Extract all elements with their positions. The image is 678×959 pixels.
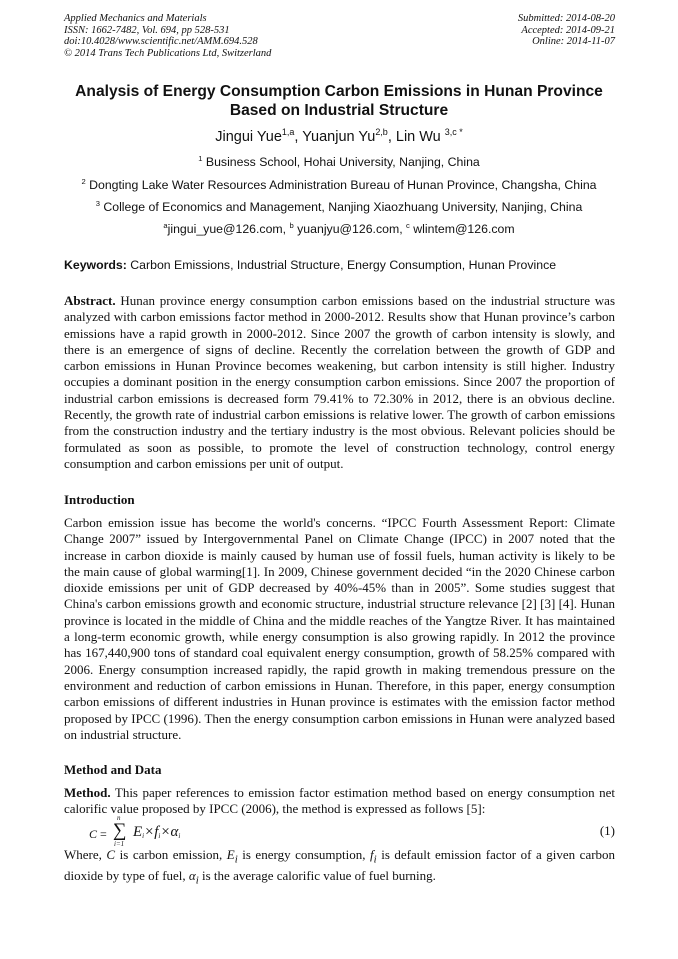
affiliation-text: Dongting Lake Water Resources Administration Bureau of Hunan Province, Changsha, China — [89, 178, 597, 192]
email-mark: b — [289, 221, 294, 231]
affiliation-mark: 1 — [198, 154, 203, 164]
section-heading-method-and-data: Method and Data — [64, 762, 162, 777]
summation-icon: ∑ — [113, 820, 127, 841]
email-list — [0, 222, 678, 237]
equals-sign: = — [100, 827, 107, 841]
journal-doi[interactable]: doi:10.4028/www.scientific.net/AMM.694.528 — [64, 36, 258, 48]
term-e: E — [133, 824, 143, 840]
times-sign: × — [144, 824, 155, 840]
variable-sub: i — [373, 853, 377, 866]
author-affiliation-mark: 3,c * — [444, 127, 463, 138]
affiliation-mark: 3 — [95, 199, 100, 209]
equation-number: (1) — [599, 823, 615, 838]
affiliation-mark: 2 — [81, 177, 86, 187]
online-date: Online: 2014-11-07 — [532, 36, 615, 48]
journal-info — [64, 13, 271, 59]
term-sub: i — [142, 832, 145, 840]
abstract-label: Abstract. — [64, 293, 116, 308]
affiliation-text: College of Economics and Management, Nanjing Xiaozhuang University, Nanjing, China — [103, 200, 583, 214]
sum-upper-limit: n — [117, 814, 121, 822]
introduction-text: Carbon emission issue has become the world's concerns. “IPCC Fourth Assessment Report: Climate Change 2007” issued by Intergovernmental Panel on Climate Change (IPCC) in 2007 noted that the increase in carbon dioxide is mainly caused by human use of fossil fuels, human activity is likely to be the main cause of global warming[1]. In 2009, Chinese government decided “in the 2020 Chinese carbon dioxide emissions per unit of GDP decreased by 40%-45% than in 2005”. Some studies suggest that China's carbon emissions growth and economic structure, industrial structure relevance [2] [3] [4]. Hunan province is located in the middle of China and the middle reaches of the Yangtze River. It has maintained a long-term economic growth, while energy consumption is also growing rapidly. In 2012 the province has 167,440,900 tons of standard coal equivalent energy consumption, growth of 58.25% compared with 2006. Energy consumption increased rapidly, the rapid growth in making tremendous pressure on the environment and reduction of carbon emissions in Hunan. Therefore, in this paper, energy consumption carbon emissions of different industries in Hunan province is estimates with the emission factor method proposed by IPCC (1996). Then the energy consumption carbon emissions in Hunan were analyzed based on industrial structure. — [64, 515, 615, 742]
affiliation-text: Business School, Hohai University, Nanjing, China — [205, 155, 480, 169]
author-list: Jingui Yue$^{1,a}$, Yuanjun Yu$^{2,b}$, Lin Wu $^{3,c *}$ — [215, 127, 463, 145]
variable-e: E — [226, 847, 235, 862]
author-name: Jingui Yue — [215, 129, 282, 145]
journal-issn: ISSN: 1662-7482, Vol. 694, pp 528-531 — [64, 24, 230, 36]
variable-alpha: α — [188, 867, 196, 883]
affiliation-2 — [0, 178, 678, 193]
variable-sub: i — [195, 874, 199, 887]
where-paragraph — [64, 847, 615, 889]
title-line-1: Analysis of Energy Consumption Carbon Emissions in Hunan Province — [75, 83, 603, 100]
equation-lhs: C — [89, 827, 98, 841]
email-address[interactable]: wlintem@126.com — [413, 222, 515, 236]
author-affiliation-mark: 1,a — [281, 127, 295, 138]
email-mark: c — [406, 221, 410, 231]
where-text: is carbon emission, — [119, 847, 223, 862]
author-name: Lin Wu — [395, 129, 441, 145]
email-mark: a — [163, 221, 168, 231]
abstract — [64, 293, 615, 472]
term-sub: i — [178, 832, 181, 840]
where-text: is the average calorific value of fuel burning. — [202, 867, 436, 883]
author-affiliation-mark: 2,b — [375, 127, 388, 138]
section-heading-introduction: Introduction — [64, 492, 135, 507]
keywords — [64, 258, 556, 273]
accepted-date: Accepted: 2014-09-21 — [521, 24, 615, 36]
submitted-date: Submitted: 2014-08-20 — [517, 13, 615, 24]
abstract-text: Hunan province energy consumption carbon emissions based on the industrial structure was analyzed with carbon emissions factor method in 2000-2012. Results show that Hunan province’s carbon emissions have a rapid growth in 2000-2012. Since 2007 the growth of carbon intensity is slowly, and there is an emergence of signs of decline. Recently the correlation between the growth of GDP and carbon emissions in Hunan Province becomes weakening, but carbon intensity is still higher. Industry occupies a dominant position in the energy consumption carbon emissions. Since 2007 the proportion of industrial carbon emissions is decreased form 79.41% to 72.30% in 2012, there is an obvious decline. Recently, the growth rate of industrial carbon emissions is relative lower. The growth of carbon emissions from the construction industry and the tertiary industry is the most obvious. Relevant policies should be formulated as soon as possible, to promote the level of construction technology, control energy consumption and carbon emissions per unit of output. — [64, 293, 616, 471]
method-label: Method. — [64, 785, 111, 800]
method-paragraph — [64, 785, 615, 818]
email-address[interactable]: jingui_yue@126.com, — [167, 222, 287, 236]
equation-terms — [133, 824, 180, 841]
variable-c: C — [106, 847, 116, 862]
where-text: is energy consumption, — [242, 847, 366, 862]
publication-dates — [518, 13, 615, 48]
journal-name: Applied Mechanics and Materials — [64, 13, 207, 24]
times-sign: × — [160, 824, 171, 840]
where-text: is default emission factor of a given carbon dioxide by type of fuel, — [64, 847, 616, 883]
journal-copyright: © 2014 Trans Tech Publications Ltd, Switzerland — [64, 47, 272, 59]
method-text: This paper references to emission factor estimation method based on energy consumption net calorific value proposed by IPCC (2006), the method is expressed as follows [5]: — [64, 785, 615, 817]
variable-f: f — [370, 847, 374, 862]
variable-sub: i — [234, 853, 238, 866]
author-name: Yuanjun Yu — [302, 129, 376, 145]
paper-title — [40, 82, 638, 120]
term-sub: i — [158, 832, 161, 840]
sum-lower-limit: i=1 — [114, 840, 125, 848]
equation-1 — [64, 814, 615, 848]
where-text: Where, — [64, 847, 102, 862]
term-alpha: α — [170, 824, 179, 840]
keywords-text: Carbon Emissions, Industrial Structure, Energy Consumption, Hunan Province — [130, 258, 557, 272]
affiliation-3 — [0, 200, 678, 215]
affiliation-1 — [0, 155, 678, 170]
email-address[interactable]: yuanjyu@126.com, — [297, 222, 403, 236]
keywords-label: Keywords: — [64, 258, 127, 272]
title-line-2: Based on Industrial Structure — [229, 102, 449, 119]
term-f: f — [154, 824, 159, 840]
